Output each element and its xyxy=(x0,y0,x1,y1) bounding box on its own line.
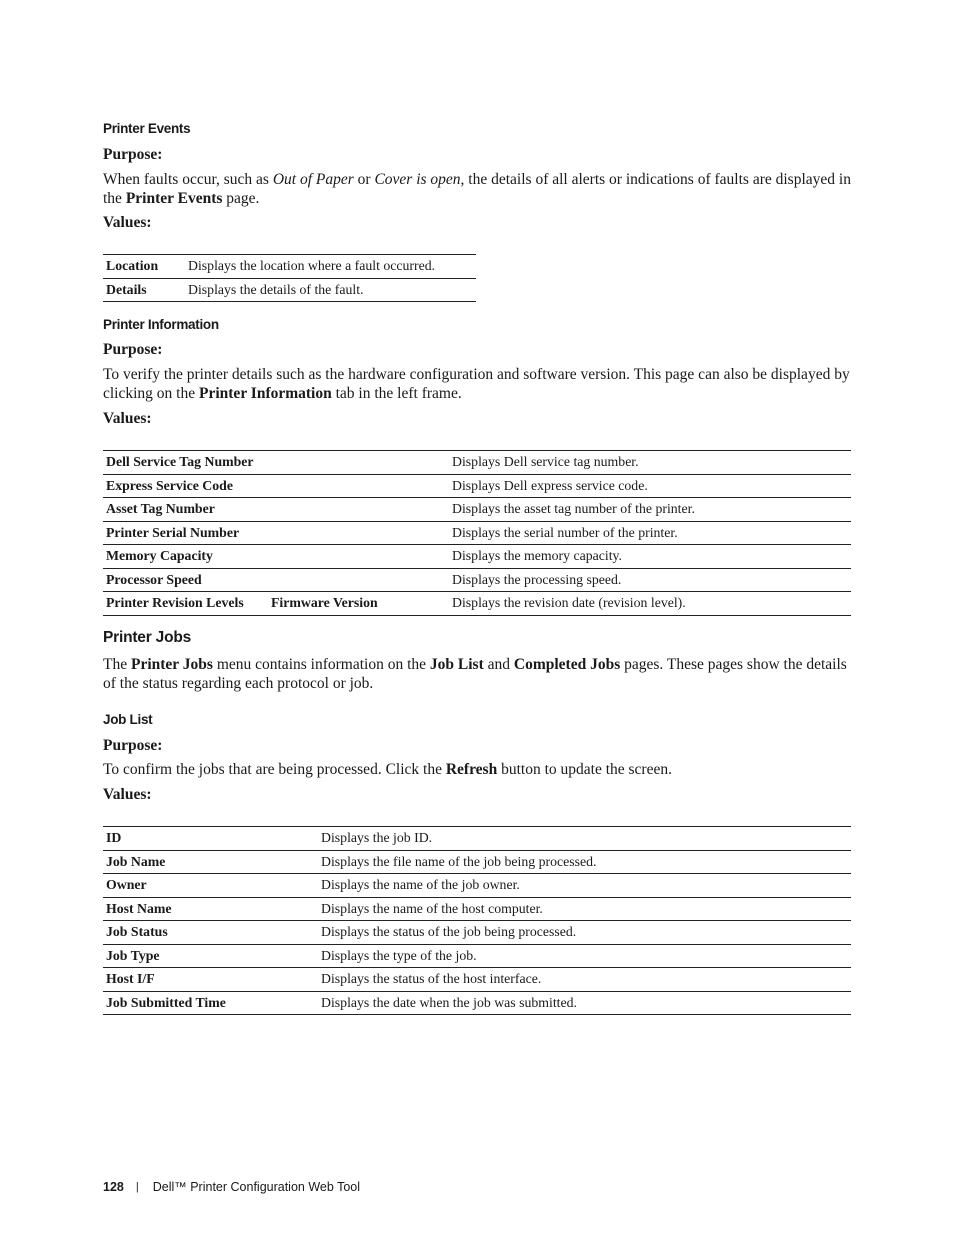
row-key: ID xyxy=(103,827,318,851)
job-list-values-label: Values: xyxy=(103,786,152,803)
table-row xyxy=(103,991,851,1015)
table-row xyxy=(103,474,851,498)
row-key: Job Name xyxy=(103,850,318,874)
table-row xyxy=(103,498,851,522)
row-description: Displays the status of the host interface. xyxy=(318,968,851,992)
row-key: Host I/F xyxy=(103,968,318,992)
row-description: Displays the serial number of the printer. xyxy=(449,521,851,545)
table-row xyxy=(103,921,851,945)
row-key: Memory Capacity xyxy=(103,545,449,569)
row-description: Displays Dell express service code. xyxy=(449,474,851,498)
job-list-purpose-label: Purpose: xyxy=(103,737,163,754)
footer-separator: | xyxy=(135,1181,139,1193)
row-description: Displays the memory capacity. xyxy=(449,545,851,569)
job-list-table xyxy=(103,826,851,1015)
row-description: Displays the status of the job being processed. xyxy=(318,921,851,945)
row-description: Displays the asset tag number of the printer. xyxy=(449,498,851,522)
row-description: Displays the file name of the job being processed. xyxy=(318,850,851,874)
table-row xyxy=(103,278,476,302)
printer-jobs-heading: Printer Jobs xyxy=(103,629,192,646)
row-description: Displays the details of the fault. xyxy=(185,278,476,302)
printer-information-purpose-text: To verify the printer details such as the hardware configuration and software version. This page can also be displayed by clicking on the Printer Information tab in the left frame. xyxy=(103,366,850,402)
row-key: Express Service Code xyxy=(103,474,449,498)
row-key: Printer Revision Levels xyxy=(103,592,268,616)
row-key: Printer Serial Number xyxy=(103,521,449,545)
row-description: Displays the processing speed. xyxy=(449,568,851,592)
row-description: Displays the date when the job was submitted. xyxy=(318,991,851,1015)
row-description: Displays the revision date (revision level). xyxy=(449,592,851,616)
printer-jobs-intro: The Printer Jobs menu contains information on the Job List and Completed Jobs pages. These pages show the details of the status regarding each protocol or job. xyxy=(103,656,847,692)
row-key: Asset Tag Number xyxy=(103,498,449,522)
table-row xyxy=(103,568,851,592)
row-key: Job Type xyxy=(103,944,318,968)
job-list-heading: Job List xyxy=(103,712,153,727)
printer-events-table xyxy=(103,254,476,302)
printer-information-table xyxy=(103,450,851,616)
row-key: Processor Speed xyxy=(103,568,449,592)
table-row xyxy=(103,521,851,545)
page-footer xyxy=(103,1180,360,1194)
table-row xyxy=(103,827,851,851)
row-key: Job Status xyxy=(103,921,318,945)
row-key: Details xyxy=(103,278,185,302)
table-row xyxy=(103,850,851,874)
row-key: Job Submitted Time xyxy=(103,991,318,1015)
table-row xyxy=(103,968,851,992)
row-description: Displays the location where a fault occurred. xyxy=(185,255,476,279)
printer-information-values-label: Values: xyxy=(103,410,152,427)
row-subkey: Firmware Version xyxy=(268,592,449,616)
job-list-purpose-text: To confirm the jobs that are being processed. Click the Refresh button to update the screen. xyxy=(103,761,672,778)
printer-information-purpose-label: Purpose: xyxy=(103,341,163,358)
row-key: Dell Service Tag Number xyxy=(103,451,449,475)
footer-title: Dell™ Printer Configuration Web Tool xyxy=(152,1180,360,1194)
table-row xyxy=(103,545,851,569)
row-key: Host Name xyxy=(103,897,318,921)
printer-events-purpose-text: When faults occur, such as Out of Paper or Cover is open, the details of all alerts or indications of faults are displayed in the Printer Events page. xyxy=(103,171,851,207)
table-row xyxy=(103,592,851,616)
row-description: Displays Dell service tag number. xyxy=(449,451,851,475)
table-row xyxy=(103,255,476,279)
page-number: 128 xyxy=(103,1180,124,1194)
table-row xyxy=(103,944,851,968)
row-key: Location xyxy=(103,255,185,279)
table-row xyxy=(103,874,851,898)
printer-events-purpose-label: Purpose: xyxy=(103,146,163,163)
row-description: Displays the name of the host computer. xyxy=(318,897,851,921)
row-key: Owner xyxy=(103,874,318,898)
printer-events-values-label: Values: xyxy=(103,214,152,231)
table-row xyxy=(103,897,851,921)
printer-information-heading: Printer Information xyxy=(103,317,219,332)
table-row xyxy=(103,451,851,475)
row-description: Displays the type of the job. xyxy=(318,944,851,968)
row-description: Displays the name of the job owner. xyxy=(318,874,851,898)
row-description: Displays the job ID. xyxy=(318,827,851,851)
printer-events-heading: Printer Events xyxy=(103,121,191,136)
